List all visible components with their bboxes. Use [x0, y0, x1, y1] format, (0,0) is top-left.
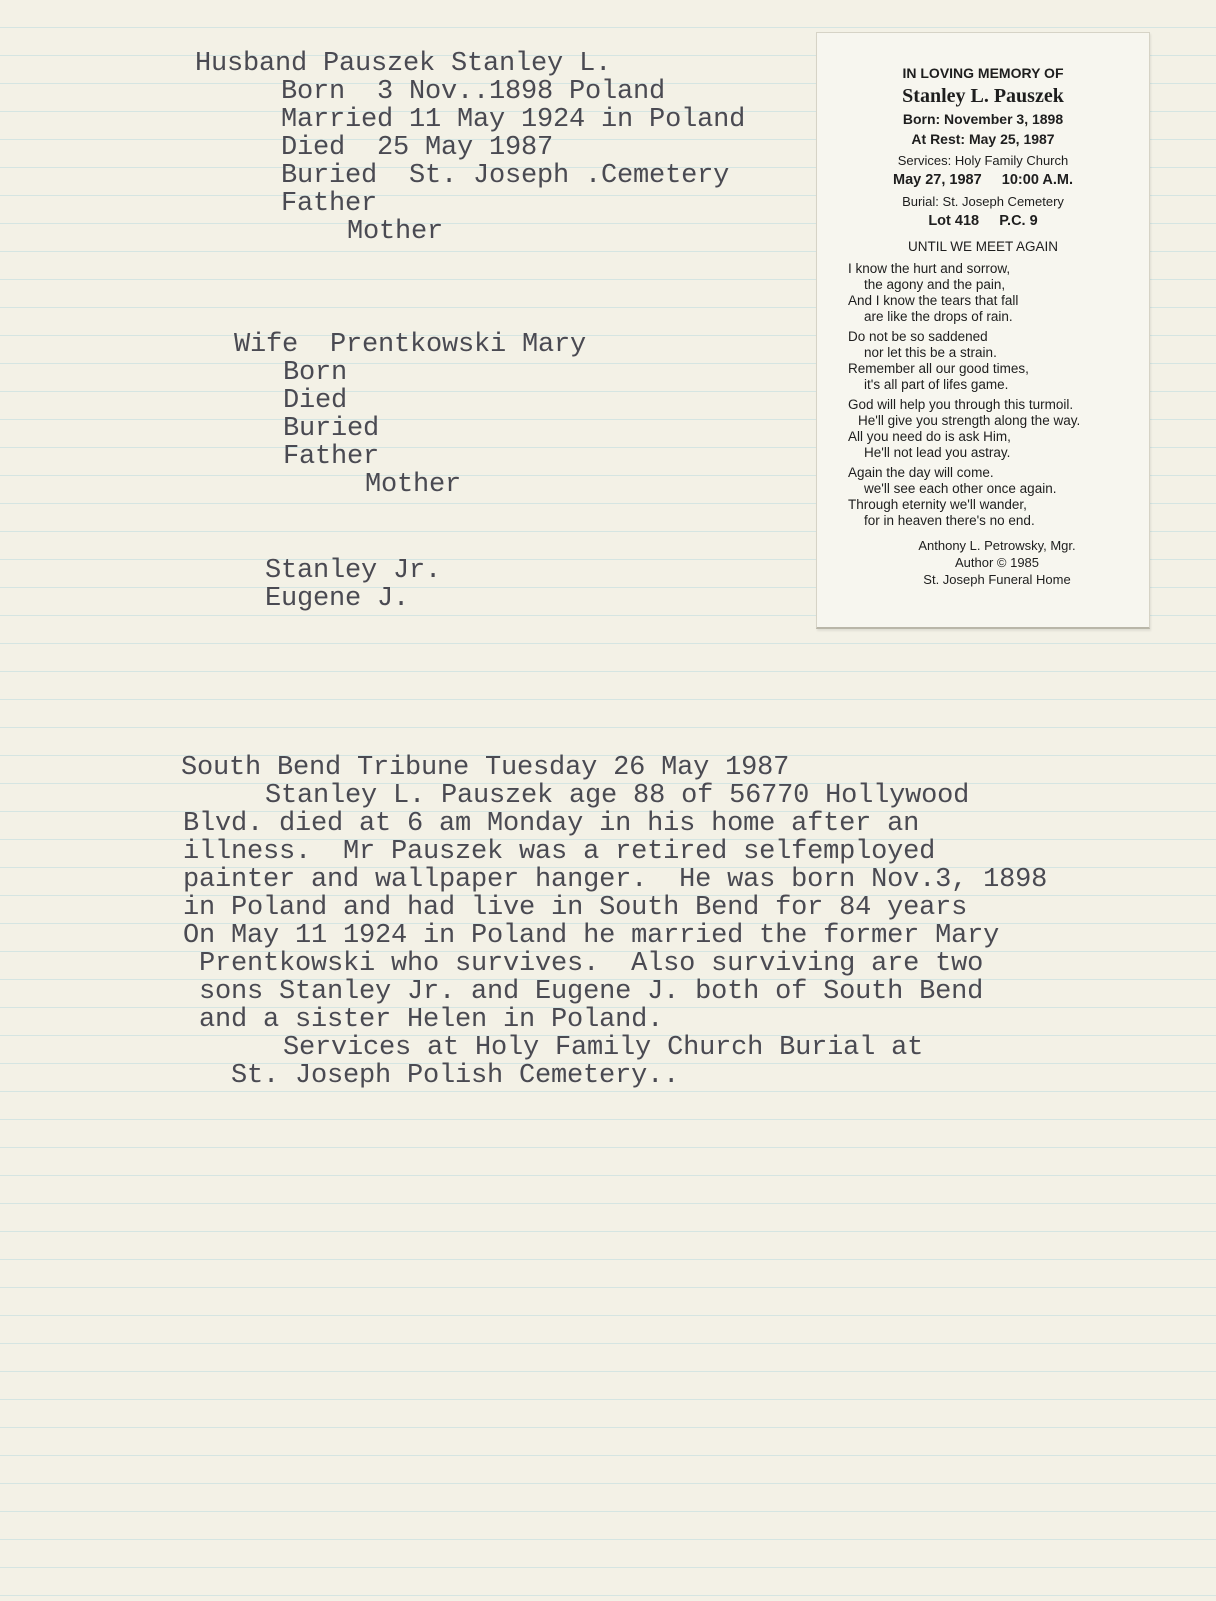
obituary-line: Services at Holy Family Church Burial at — [283, 1033, 924, 1063]
child-name: Stanley Jr. — [265, 556, 442, 586]
wife-mother: Mother — [365, 470, 462, 500]
husband-father: Father — [281, 189, 378, 219]
poem-line: All you need do is ask Him, — [848, 429, 1011, 444]
obituary-line: Blvd. died at 6 am Monday in his home after an — [183, 809, 920, 839]
obituary-line: and a sister Helen in Poland. — [199, 1005, 664, 1035]
obituary-line: Stanley L. Pauszek age 88 of 56770 Hollywood — [265, 781, 970, 811]
wife-born: Born — [283, 358, 348, 388]
obituary-line: Prentkowski who survives. Also surviving are two — [199, 949, 984, 979]
poem-line: He'll give you strength along the way. — [858, 413, 1081, 428]
poem-line: the agony and the pain, — [864, 277, 1006, 292]
wife-died: Died — [283, 386, 348, 416]
wife-buried: Buried — [283, 414, 380, 444]
husband-mother: Mother — [347, 217, 444, 247]
card-burial: Burial: St. Joseph Cemetery — [902, 194, 1064, 209]
poem-line: Remember all our good times, — [848, 361, 1029, 376]
memorial-card — [816, 32, 1150, 629]
poem-line: I know the hurt and sorrow, — [848, 261, 1011, 276]
obituary-line: sons Stanley Jr. and Eugene J. both of South Bend — [199, 977, 984, 1007]
poem-line: we'll see each other once again. — [864, 481, 1057, 496]
husband-buried: Buried St. Joseph .Cemetery — [281, 161, 730, 191]
obituary-line: in Poland and had live in South Bend for 84 years — [183, 893, 968, 923]
obituary-source: South Bend Tribune Tuesday 26 May 1987 — [181, 753, 790, 783]
poem-line: for in heaven there's no end. — [864, 513, 1035, 528]
poem-line: And I know the tears that fall — [848, 293, 1019, 308]
husband-born: Born 3 Nov..1898 Poland — [281, 77, 666, 107]
card-services: Services: Holy Family Church — [897, 153, 1069, 168]
child-name: Eugene J. — [265, 584, 410, 614]
husband-died: Died 25 May 1987 — [281, 133, 554, 163]
husband-header: Husband Pauszek Stanley L. — [195, 49, 612, 79]
card-born: Born: November 3, 1898 — [902, 111, 1064, 127]
card-service-date: May 27, 1987 10:00 A.M. — [892, 172, 1073, 188]
card-heading: IN LOVING MEMORY OF — [902, 65, 1064, 81]
wife-header: Wife Prentkowski Mary — [234, 330, 587, 360]
obituary-line: On May 11 1924 in Poland he married the former Mary — [183, 921, 1000, 951]
card-name: Stanley L. Pauszek — [902, 85, 1064, 107]
wife-father: Father — [283, 442, 380, 472]
poem-line: Do not be so saddened — [848, 329, 988, 344]
obituary-line: illness. Mr Pauszek was a retired selfemployed — [183, 837, 936, 867]
poem-line: Through eternity we'll wander, — [848, 497, 1027, 512]
obituary-line: St. Joseph Polish Cemetery.. — [231, 1061, 680, 1091]
card-signature-author: Author © 1985 — [954, 555, 1040, 570]
card-signature-manager: Anthony L. Petrowsky, Mgr. — [918, 538, 1076, 553]
poem-line: Again the day will come. — [848, 465, 994, 480]
poem-line: it's all part of lifes game. — [864, 377, 1009, 392]
poem-line: are like the drops of rain. — [864, 309, 1013, 324]
card-signature-funeral-home: St. Joseph Funeral Home — [923, 572, 1071, 587]
obituary-line: painter and wallpaper hanger. He was born Nov.3, 1898 — [183, 865, 1048, 895]
card-at-rest: At Rest: May 25, 1987 — [911, 131, 1055, 147]
poem-line: God will help you through this turmoil. — [848, 397, 1074, 412]
poem-line: nor let this be a strain. — [864, 345, 997, 360]
card-lot: Lot 418 P.C. 9 — [928, 213, 1038, 229]
card-poem-title: UNTIL WE MEET AGAIN — [907, 239, 1059, 254]
husband-married: Married 11 May 1924 in Poland — [281, 105, 746, 135]
poem-line: He'll not lead you astray. — [864, 445, 1011, 460]
